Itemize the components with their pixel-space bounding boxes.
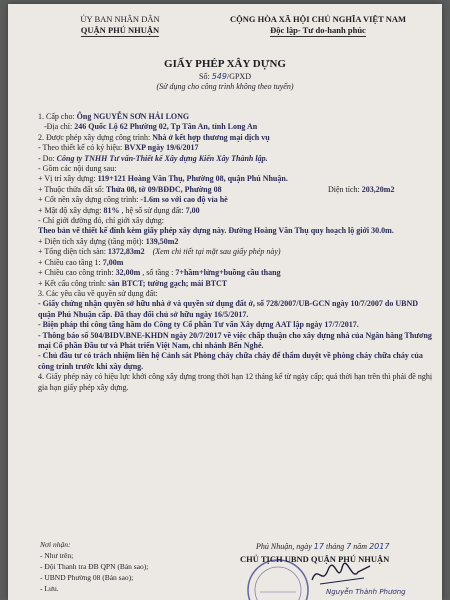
land-use-ratio-value: 7,00 [185, 205, 200, 215]
building-height-value: 32,00m [115, 268, 141, 278]
design-code-value: BVXP ngày 19/6/2017 [124, 143, 199, 153]
document-page [8, 4, 442, 600]
area-value: 203,20m2 [361, 184, 395, 194]
design-code-label: - Theo thiết kế có ký hiệu: [38, 143, 123, 153]
date-year-label: năm [353, 542, 368, 551]
recipient-item: - Như trên; [40, 551, 74, 560]
density-label: + Mật độ xây dựng: [38, 205, 102, 215]
national-motto-block [208, 14, 428, 37]
document-number [8, 72, 442, 81]
land-certificate-text: - Giấy chứng nhận quyền sở hữu nhà ở và quyền sử dụng đất ở, số 728/2007/UB-GCN ngày 10/7/2007 do UBND quận Phú Nhuận cấp. Đã thay đổi chủ sở hữu ngày 16/5/2017. [38, 299, 419, 319]
grantee-name: Ông NGUYỄN SƠN HẢI LONG [76, 112, 190, 121]
land-use-ratio-label: , hệ số sử dụng đất: [121, 205, 184, 215]
building-height-label: + Chiều cao công trình: [38, 268, 114, 278]
density-value: 81% [103, 205, 120, 215]
floors-value: 7+hầm+lửng+buồng cầu thang [175, 268, 281, 278]
boundary-value: Theo bản vẽ thiết kế đính kèm giấy phép xây dựng này. Đường Hoàng Văn Thụ quy hoạch lộ giới 30.0m. [38, 226, 394, 236]
ground-area-value: 139,50m2 [145, 236, 179, 246]
signing-authority-title: CHỦ TỊCH UBND QUẬN PHÚ NHUẬN [240, 554, 390, 564]
document-subtitle: (Sử dụng cho công trình không theo tuyến) [156, 82, 294, 91]
issuer-block [60, 14, 180, 37]
boundary-label: - Chỉ giới đường đỏ, chỉ giới xây dựng: [38, 216, 165, 226]
number-prefix: Số: [199, 72, 210, 81]
address-label: -Địa chỉ: [44, 122, 73, 132]
recipient-item: - Lưu. [40, 584, 59, 593]
document-body [38, 112, 433, 393]
ground-area-label: + Diện tích xây dựng (tầng một): [38, 236, 144, 246]
signer-name: Nguyễn Thành Phương [326, 588, 406, 596]
fire-safety-text: - Chủ đầu tư có trách nhiệm liên hệ Cảnh sát Phòng cháy chữa cháy để thẩm duyệt về phòng cháy chữa cháy của công trình trước khi xây dựng. [38, 351, 423, 371]
number-handwritten: 549 [211, 72, 227, 81]
number-suffix: /GPXD [226, 72, 251, 81]
recipients-block [40, 539, 148, 594]
date-prefix: Phú Nhuận, ngày [256, 542, 312, 551]
land-rights-header: 3. Các yêu cầu về quyền sử dụng đất: [38, 288, 158, 298]
floor-level-label: + Cốt nền xây dựng công trình: [38, 195, 139, 205]
recipient-item: - Đội Thanh tra ĐB QPN (Bản sao); [40, 562, 149, 571]
issuer-line-2: QUẬN PHÚ NHUẬN [80, 25, 160, 35]
total-floor-area-value: 1372,83m2 [107, 247, 145, 257]
sign-date [256, 542, 389, 551]
structure-label: + Kết cấu công trình: [38, 278, 107, 288]
contents-header: - Gồm các nội dung sau: [38, 164, 117, 174]
parcel-label: + Thuộc thửa đất số: [38, 184, 105, 194]
national-title: CỘNG HÒA XÃ HỘI CHỦ NGHĨA VIỆT NAM [229, 14, 407, 24]
issuer-line-1: ỦY BAN NHÂN DÂN [80, 14, 160, 24]
floors-label: , số tầng : [142, 268, 174, 278]
structure-value: sàn BTCT; tường gạch; mái BTCT [108, 278, 228, 288]
floor-level-value: -1.6m so với cao độ vỉa hè [140, 195, 228, 205]
bank-notice-text: - Thông báo số 504/BIDV.BNE-KHDN ngày 20/7/2017 về việc chấp thuận cho xây dựng nhà của Ngân hàng Thương mại Cổ phần Đầu tư và Phát triển Việt Nam, chi nhánh Bến Nghé. [38, 330, 432, 350]
first-floor-height-value: 7,00m [102, 257, 124, 267]
date-day: 17 [313, 542, 324, 551]
first-floor-height-label: + Chiều cao tầng 1: [38, 257, 101, 267]
total-floor-area-note: (Xem chi tiết tại mặt sau giấy phép này) [152, 247, 281, 257]
designer-value: Công ty TNHH Tư vấn-Thiết kế Xây dựng Kiến Xây Thành lập. [56, 153, 268, 163]
date-month: 7 [346, 542, 352, 551]
grantee-label: 1. Cấp cho: [38, 112, 75, 121]
national-motto: Độc lập- Tư do-hanh phúc [270, 25, 366, 35]
location-value: 119+121 Hoàng Văn Thụ, Phường 08, quận Phú Nhuận. [97, 174, 288, 184]
location-label: + Vị trí xây dựng: [38, 174, 96, 184]
parcel-value: Thửa 08, tờ 09/BĐĐC, Phường 08 [106, 184, 222, 194]
validity-text: 4. Giấy phép này có hiệu lực khởi công xây dựng trong thời hạn 12 tháng kể từ ngày cấp; quá thời hạn trên thì phải đề nghị gia hạn giấy phép xây dựng. [38, 372, 433, 392]
permitted-work-label: 2. Được phép xây dựng công trình: [38, 132, 151, 142]
date-month-label: tháng [325, 542, 345, 551]
recipients-header: Nơi nhận: [40, 540, 71, 549]
address-value: 246 Quốc Lộ 62 Phường 02, Tp Tân An, tỉnh Long An [74, 122, 258, 132]
document-title: GIẤY PHÉP XÂY DỰNG [164, 58, 286, 70]
recipient-item: - UBND Phường 08 (Bản sao); [40, 573, 134, 582]
area-label: Diện tích: [328, 184, 360, 194]
designer-label: - Do: [38, 153, 55, 163]
document-header [8, 4, 442, 56]
permitted-work-value: Nhà ở kết hợp thương mại dịch vụ [152, 132, 270, 142]
total-floor-area-label: + Tổng diện tích sàn: [38, 247, 106, 257]
date-year: 2017 [369, 542, 390, 551]
basement-method-text: - Biện pháp thi công tầng hầm do Công ty Cổ phần Tư vấn Xây dựng AAT lập ngày 17/7/2017. [38, 320, 359, 330]
